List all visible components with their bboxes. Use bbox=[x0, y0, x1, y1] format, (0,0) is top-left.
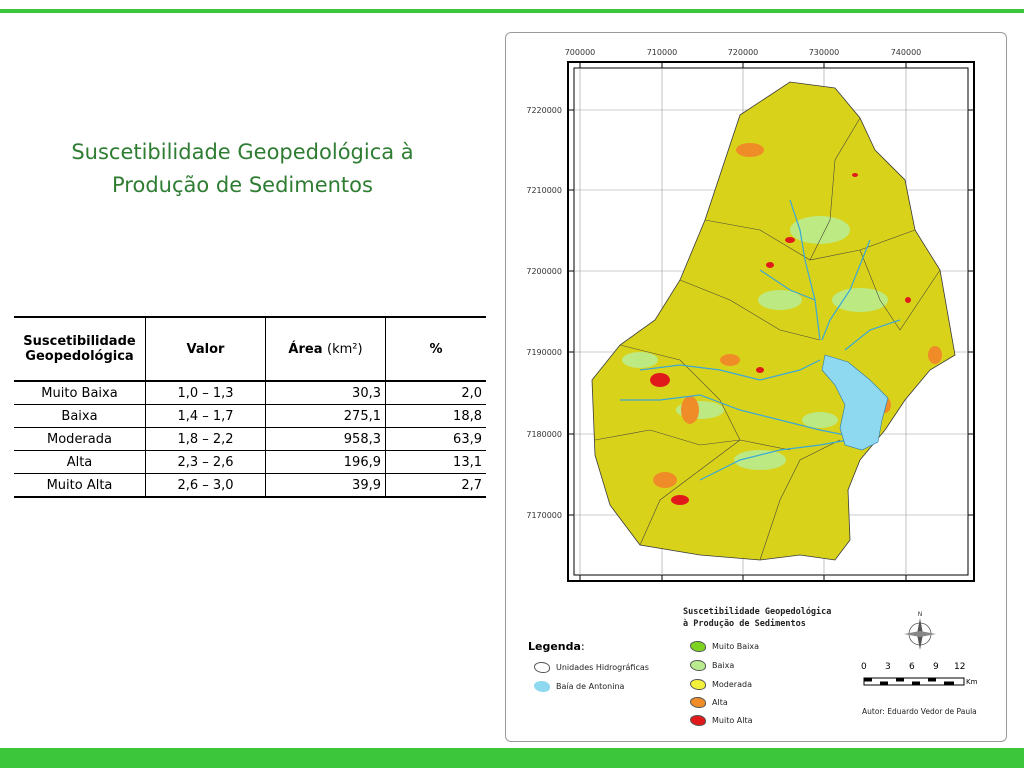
cell-valor: 1,4 – 1,7 bbox=[146, 405, 266, 428]
cell-class: Alta bbox=[14, 451, 146, 474]
header-class-line-2: Geopedológica bbox=[25, 349, 134, 364]
header-area-unit: (km²) bbox=[327, 341, 363, 357]
cell-area: 958,3 bbox=[266, 428, 386, 451]
y-coord-label: 7210000 bbox=[526, 186, 562, 195]
y-coord-label: 7190000 bbox=[526, 348, 562, 357]
legend-item-hydro-units bbox=[534, 662, 649, 673]
cell-percent: 2,7 bbox=[386, 474, 487, 498]
cell-class: Moderada bbox=[14, 428, 146, 451]
cell-percent: 2,0 bbox=[386, 381, 487, 405]
title-line-2: Produção de Sedimentos bbox=[112, 173, 373, 197]
legend-item-muito-baixa bbox=[690, 641, 759, 652]
legend-item-label: Unidades Hidrográficas bbox=[556, 663, 649, 672]
scale-unit-label: Km bbox=[966, 678, 978, 686]
hydro-units-swatch bbox=[534, 662, 550, 673]
legend-item-muito-alta bbox=[690, 715, 753, 726]
bottom-accent-bar bbox=[0, 748, 1024, 768]
legend-item-baixa bbox=[690, 660, 734, 671]
cell-class: Muito Baixa bbox=[14, 381, 146, 405]
legend-item-label: Moderada bbox=[712, 680, 752, 689]
legend-item-label: Baixa bbox=[712, 661, 735, 670]
x-coord-label: 710000 bbox=[646, 48, 678, 57]
y-coord-label: 7220000 bbox=[526, 106, 562, 115]
y-coord-label: 7200000 bbox=[526, 267, 562, 276]
legend-item-moderada bbox=[690, 679, 752, 690]
y-coord-label: 7180000 bbox=[526, 430, 562, 439]
basin-terrain bbox=[592, 82, 955, 560]
legend-title-text: Legenda bbox=[528, 640, 581, 653]
classes-title-line-1: Suscetibilidade Geopedológica bbox=[683, 607, 832, 617]
legend-item-bay bbox=[534, 681, 624, 692]
x-coord-label: 730000 bbox=[808, 48, 840, 57]
legend-title-colon: : bbox=[580, 640, 585, 653]
cell-percent: 18,8 bbox=[386, 405, 487, 428]
alta-swatch bbox=[690, 697, 706, 708]
title-line-1: Suscetibilidade Geopedológica à bbox=[71, 140, 414, 164]
header-valor: Valor bbox=[146, 317, 266, 381]
scale-tick-label: 9 bbox=[933, 662, 939, 672]
cell-area: 39,9 bbox=[266, 474, 386, 498]
header-percent: % bbox=[386, 317, 487, 381]
cell-valor: 1,0 – 1,3 bbox=[146, 381, 266, 405]
header-class-line-1: Suscetibilidade bbox=[23, 334, 136, 349]
map-author: Autor: Eduardo Vedor de Paula bbox=[862, 707, 977, 716]
cell-percent: 63,9 bbox=[386, 428, 487, 451]
scale-bar bbox=[864, 678, 964, 685]
muito-baixa-swatch bbox=[690, 641, 706, 652]
legend-item-label: Muito Baixa bbox=[712, 642, 760, 651]
legend-item-alta bbox=[690, 697, 728, 708]
header-area-label: Área bbox=[288, 341, 323, 357]
scale-tick-label: 3 bbox=[885, 662, 891, 672]
scale-tick-label: 6 bbox=[909, 662, 915, 672]
cell-class: Muito Alta bbox=[14, 474, 146, 498]
x-coord-label: 740000 bbox=[890, 48, 922, 57]
moderada-swatch bbox=[690, 679, 706, 690]
muito-alta-swatch bbox=[690, 715, 706, 726]
baixa-swatch bbox=[690, 660, 706, 671]
legend-item-label: Baía de Antonina bbox=[556, 682, 625, 691]
cell-class: Baixa bbox=[14, 405, 146, 428]
scale-tick-label: 0 bbox=[861, 662, 867, 672]
cell-area: 275,1 bbox=[266, 405, 386, 428]
legend-item-label: Muito Alta bbox=[712, 716, 753, 725]
x-coord-label: 720000 bbox=[727, 48, 759, 57]
cell-valor: 2,3 – 2,6 bbox=[146, 451, 266, 474]
cell-area: 196,9 bbox=[266, 451, 386, 474]
cell-valor: 2,6 – 3,0 bbox=[146, 474, 266, 498]
legend-item-label: Alta bbox=[712, 698, 728, 707]
legend-title bbox=[528, 640, 585, 653]
scale-tick-label: 12 bbox=[954, 662, 966, 672]
x-coord-label: 700000 bbox=[564, 48, 596, 57]
classes-legend-title bbox=[683, 606, 831, 630]
classes-title-line-2: à Produção de Sedimentos bbox=[683, 619, 806, 629]
cell-valor: 1,8 – 2,2 bbox=[146, 428, 266, 451]
y-coord-label: 7170000 bbox=[526, 511, 562, 520]
north-arrow-icon bbox=[904, 611, 936, 650]
compass-north-label: N bbox=[917, 611, 923, 618]
cell-percent: 13,1 bbox=[386, 451, 487, 474]
bay-swatch bbox=[534, 681, 550, 692]
cell-area: 30,3 bbox=[266, 381, 386, 405]
